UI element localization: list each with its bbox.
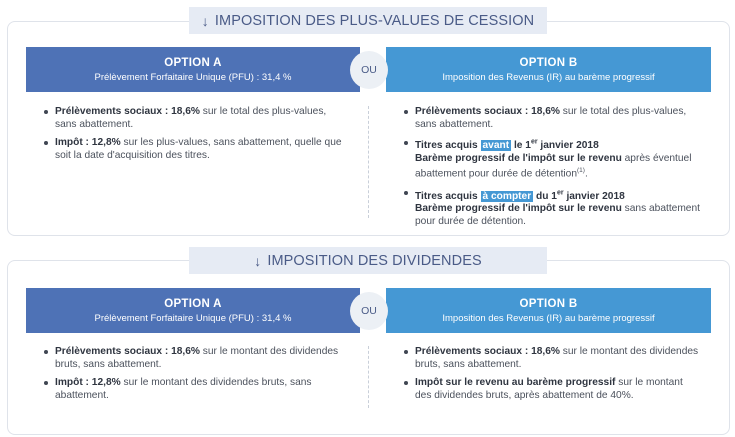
capital-gains-option-a-header: [26, 47, 360, 92]
option-b-subtitle: Imposition des Revenus (IR) au barème progressif: [442, 312, 655, 324]
section-title-text: IMPOSITION DES PLUS-VALUES DE CESSION: [214, 12, 535, 29]
list-item: Titres acquis avant le 1er janvier 2018 Barème progressif de l'impôt sur le revenu après éventuel abattement pour durée de détention$^{(1)}$.: [402, 137, 702, 181]
dividends-option-b-header: [386, 288, 711, 333]
capital-gains-option-a-list: [42, 106, 342, 168]
capital-gains-option-b-list: [402, 106, 702, 234]
option-a-subtitle: Prélèvement Forfaitaire Unique (PFU) : 31,4 %: [94, 312, 292, 324]
dividends-option-b-list: [402, 346, 702, 408]
arrow-down-icon: ↓: [254, 252, 262, 269]
option-a-title: OPTION A: [164, 56, 222, 69]
list-item: Titres acquis à compter du 1er janvier 2018 Barème progressif de l'impôt sur le revenu sans abattement pour durée de détention.: [402, 187, 702, 228]
dividends-option-a-list: [42, 346, 342, 408]
list-item: Impôt : 12,8% sur le montant des dividendes bruts, sans abattement.: [42, 377, 342, 402]
section-title-text: IMPOSITION DES DIVIDENDES: [267, 252, 482, 269]
list-item: Impôt sur le revenu au barème progressif sur le montant des dividendes bruts, après abattement de 40%.: [402, 377, 702, 402]
dividends-option-a-header: [26, 288, 360, 333]
option-a-subtitle: Prélèvement Forfaitaire Unique (PFU) : 31,4 %: [94, 71, 292, 83]
option-b-title: OPTION B: [519, 56, 578, 69]
list-item: Prélèvements sociaux : 18,6% sur le montant des dividendes bruts, sans abattement.: [402, 346, 702, 371]
list-item: Prélèvements sociaux : 18,6% sur le total des plus-values, sans abattement.: [42, 106, 342, 131]
or-badge: OU: [350, 51, 388, 89]
option-b-title: OPTION B: [519, 297, 578, 310]
capital-gains-option-b-header: [386, 47, 711, 92]
list-item: Impôt : 12,8% sur les plus-values, sans abattement, quelle que soit la date d'acquisition des titres.: [42, 137, 342, 162]
dividends-title: [189, 247, 547, 274]
option-b-subtitle: Imposition des Revenus (IR) au barème progressif: [442, 71, 655, 83]
option-a-title: OPTION A: [164, 297, 222, 310]
column-divider: [368, 106, 369, 218]
list-item: Prélèvements sociaux : 18,6% sur le montant des dividendes bruts, sans abattement.: [42, 346, 342, 371]
column-divider: [368, 346, 369, 408]
or-badge: OU: [350, 292, 388, 330]
capital-gains-title: [189, 7, 547, 34]
highlight-from: à compter: [482, 190, 532, 202]
list-item: Prélèvements sociaux : 18,6% sur le total des plus-values, sans abattement.: [402, 106, 702, 131]
arrow-down-icon: ↓: [201, 12, 209, 29]
highlight-before: avant: [482, 140, 510, 152]
